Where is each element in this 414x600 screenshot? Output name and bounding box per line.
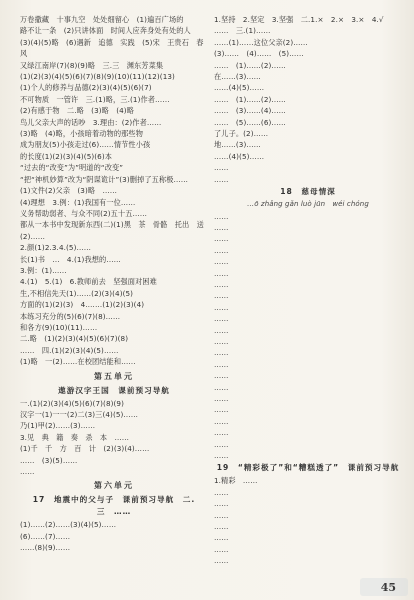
text-line: …… (1)……(2)…… xyxy=(214,60,286,70)
text-line: …… xyxy=(214,371,229,381)
text-line: 4.(1) 5.(1) 6.教师前去 坚强面对困难 xyxy=(20,277,157,287)
text-line: …… (3)(5)…… xyxy=(20,455,78,465)
text-line: …… (3)……(4)…… xyxy=(214,106,286,116)
text-line: (3)略 (4)略，小孩暗着动物的那些物 xyxy=(20,129,143,139)
text-line: …… xyxy=(214,336,229,346)
text-line: 的长度(1)(2)(3)(4)(5)(6)本 xyxy=(20,151,113,161)
lesson-heading: 19 “精彩极了”和“糟糕透了” 课前预习导航 xyxy=(216,463,400,473)
text-line: …… xyxy=(214,451,229,461)
text-line: …… xyxy=(214,499,229,509)
text-line: …… xyxy=(214,268,229,278)
text-line: …… xyxy=(214,348,229,358)
lesson-heading: 18 慈母情深 xyxy=(280,187,336,197)
lesson-heading: 17 地震中的父与子 课前预习导航 二.三 …… xyxy=(32,495,196,517)
text-line: 长(1)书 … 4.(1)我想的…… xyxy=(20,254,121,264)
text-line: …… xyxy=(214,222,229,232)
unit-6-heading: 第六单元 xyxy=(94,481,134,491)
left-block-4 xyxy=(20,519,208,553)
text-line: …… xyxy=(214,279,229,289)
text-line: 和各方(9)(10)(11)…… xyxy=(20,322,98,332)
text-line: 本练习充分的(5)(6)(7)(8)…… xyxy=(20,311,121,321)
right-column xyxy=(214,14,402,567)
left-block-1 xyxy=(20,14,208,197)
text-line: …… xyxy=(214,359,229,369)
text-line: 路不让一条 (2)只讲体面 时间人应奔身处有处的人 xyxy=(20,26,191,36)
lesson-heading: 遨游汉字王国 课前预习导航 xyxy=(58,385,170,395)
text-line: …… xyxy=(214,257,229,267)
text-line: 乃(1)甲(2)……(3)…… xyxy=(20,421,96,431)
text-line: (6)……(7)…… xyxy=(20,531,71,541)
text-line: 又绿江南岸(7)(8)(9)略 三.三 渊东芳菜集 xyxy=(20,60,164,70)
text-line: 一.(1)(2)(3)(4)(5)(6)(7)(8)(9) xyxy=(20,398,125,408)
text-line: ……(4)(5)…… xyxy=(214,83,265,93)
text-line: (1)千 千 方 百 计 (2)(3)(4)…… xyxy=(20,444,150,454)
page-number: 45 xyxy=(380,581,396,594)
text-line: …… xyxy=(214,382,229,392)
text-line: …… xyxy=(214,522,229,532)
right-block-1 xyxy=(214,14,402,185)
text-line: 都从一本书中发现新东西(二)(1)黑 茶 骨骼 托出 送 xyxy=(20,220,204,230)
text-line: …… xyxy=(214,174,229,184)
text-line: …… xyxy=(214,245,229,255)
text-line: …… xyxy=(214,291,229,301)
text-line: 在……(3)…… xyxy=(214,72,261,82)
text-line: 3.例：(1)…… xyxy=(20,265,67,275)
text-line: 义务帮助弱者、与众不同(2)五十五…… xyxy=(20,208,148,218)
text-line: 3.见 典 籍 奏 杀 本 …… xyxy=(20,432,130,442)
text-line: …… xyxy=(214,556,229,566)
text-line: …… xyxy=(214,439,229,449)
text-line: 生,不相信先天(1)……(2)(3)(4)(5) xyxy=(20,288,134,298)
text-line: …… (1)……(2)…… xyxy=(214,94,286,104)
left-block-2 xyxy=(20,197,208,368)
text-line: …… xyxy=(214,416,229,426)
left-block-3 xyxy=(20,398,208,478)
text-line: 万卷撒藏 十事九空 处处细留心 (1)遍百广场的 xyxy=(20,15,184,24)
text-line: (3)(4)(5)略 (6)遇新 追德 实践 (5)宋 王贵石 春风 xyxy=(20,37,204,59)
right-block-2 xyxy=(214,211,402,462)
text-line: …… 三.(1)…… xyxy=(214,26,271,36)
text-line: 二.略 (1)(2)(3)(4)(5)(6)(7)(8) xyxy=(20,334,129,344)
text-line: (1)个人的修养与品德(2)(3)(4)(5)(6)(7) xyxy=(20,83,152,93)
text-line: 2.颜(1)2.3.4.(5)…… xyxy=(20,243,92,253)
pinyin-line: …ō zhǎng gǎn luò jūn wéi chóng xyxy=(247,200,369,209)
text-line: (1)……(2)……(3)(4)(5)…… xyxy=(20,520,117,530)
text-line: 不可物质 一管许 三.(1)略，三.(1)作者…… xyxy=(20,94,170,104)
text-line: 汉字一(1)一一(2)二(3)三(4)(5)…… xyxy=(20,410,138,419)
right-block-3 xyxy=(214,475,402,566)
text-line: ……(4)(5)…… xyxy=(214,151,265,161)
text-line: …… xyxy=(214,405,229,415)
text-line: (4)理想 3.例：(1)我国有一位…… xyxy=(20,197,136,207)
text-line: …… xyxy=(214,394,229,403)
text-line: 鸟儿父亲大声的话吵 3.理由：(2)作者…… xyxy=(20,117,162,127)
text-line: ……(8)(9)…… xyxy=(20,543,71,553)
text-line: …… xyxy=(214,325,229,335)
text-line: 方面的(1)(2)(3) 4.……(1)(2)(3)(4) xyxy=(20,300,145,310)
text-line: …… xyxy=(214,533,229,543)
text-line: 了儿子。(2)…… xyxy=(214,129,269,139)
unit-5-heading: 第五单元 xyxy=(94,371,134,381)
text-line: …… xyxy=(214,510,229,520)
text-line: “过去的“改变”为”明道的“改变” xyxy=(20,163,124,173)
text-line: (1)文件(2)父亲 (3)略 …… xyxy=(20,186,118,196)
text-line: …… (5)……(6)…… xyxy=(214,117,286,127)
text-line: …… xyxy=(20,467,35,477)
text-line: …… xyxy=(214,428,229,438)
text-line: 1.精彩 …… xyxy=(214,476,258,486)
text-line: 地……(3)…… xyxy=(214,140,261,150)
text-line: “把“神机妙算”改为“阴谋诡计”(3)删掉了五称极…… xyxy=(20,174,189,184)
text-line: …… xyxy=(214,302,229,312)
text-line: 1.坚持 2.坚定 3.坚强 二.1.× 2.× 3.× 4.√ xyxy=(214,15,384,24)
text-line: …… xyxy=(214,163,229,173)
text-line: …… xyxy=(214,544,229,554)
text-line: (2)…… xyxy=(20,231,46,241)
text-line: (3)…… (4)…… (5)…… xyxy=(214,49,304,59)
text-line: …… 四.(1)(2)(3)(4)(5)…… xyxy=(20,345,119,355)
text-line: (1)略 一(2)……在校团结能和…… xyxy=(20,357,136,367)
text-line: …… xyxy=(214,234,229,244)
text-line: …… xyxy=(214,487,229,497)
text-line: 成为朋友(5)小孩走过(6)……情节性小孩 xyxy=(20,140,151,150)
text-line: (2)有感于物 二.略 (3)略 (4)略 xyxy=(20,106,134,116)
text-line: ……(1)……这位父亲(2)…… xyxy=(214,37,308,47)
text-line: …… xyxy=(214,211,229,221)
text-line: (1)(2)(3)(4)(5)(6)(7)(8)(9)(10)(11)(12)(13) xyxy=(20,72,175,82)
left-column xyxy=(20,14,208,554)
text-line: …… xyxy=(214,314,229,324)
